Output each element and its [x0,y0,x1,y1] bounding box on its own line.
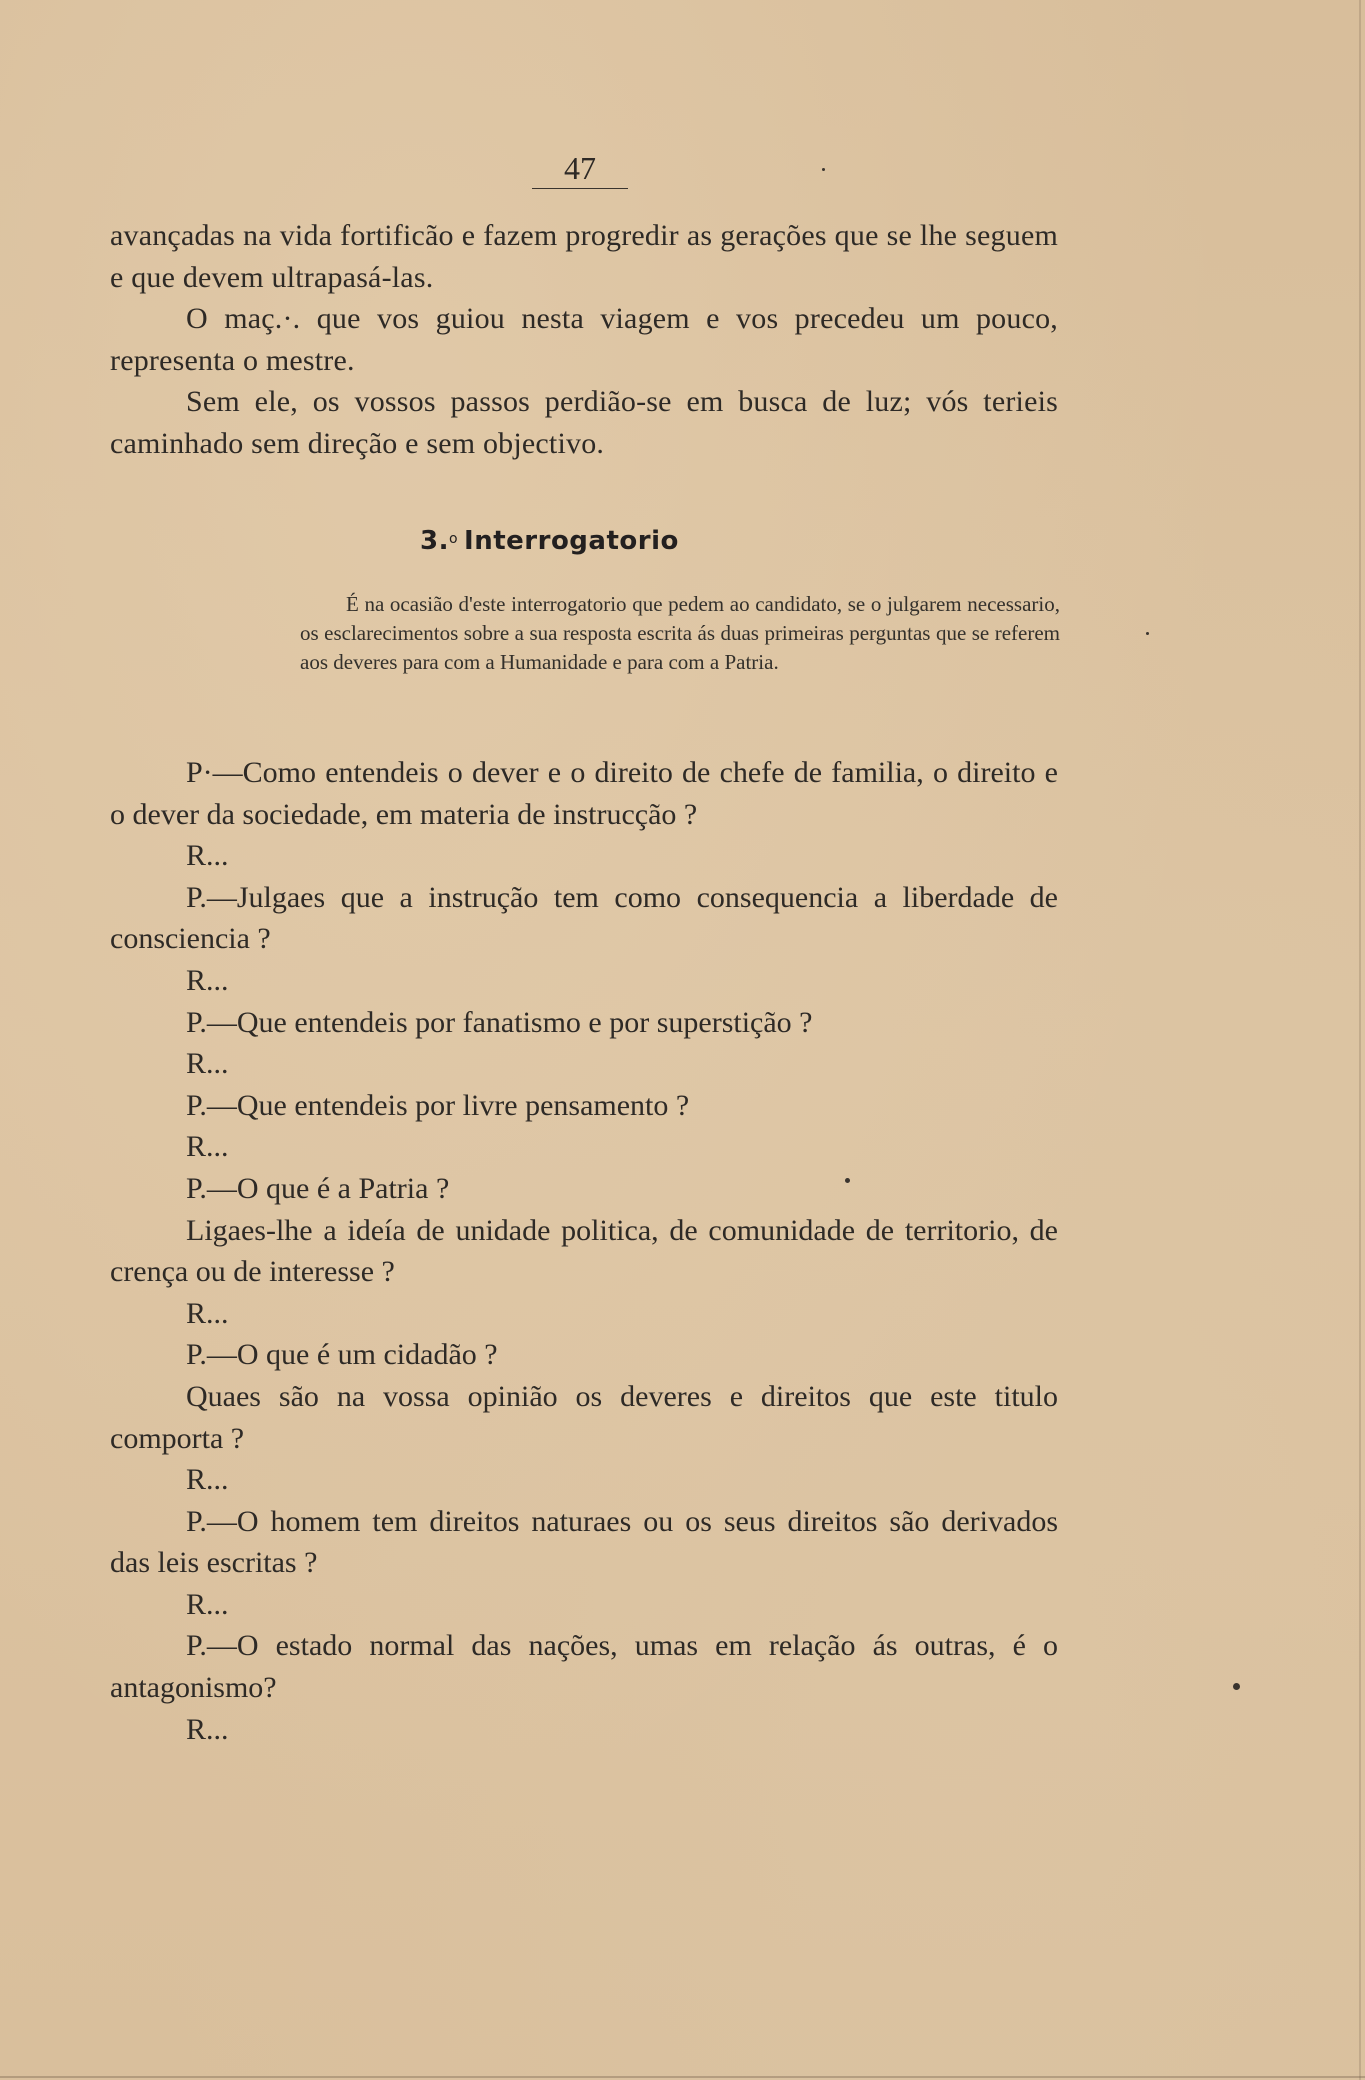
question: P.—Que entendeis por fanatismo e por superstição ? [186,1005,813,1039]
page-edge-right [1359,0,1361,2080]
question: P.—O homem tem direitos naturaes ou os seus direitos são derivados das leis escritas ? [110,1504,1058,1580]
question: P.—O que é um cidadão ? [186,1338,498,1372]
stray-mark [822,168,825,171]
section-note-text: É na ocasião d'este interrogatorio que pedem ao candidato, se o julgarem necessario, os esclarecimentos sobre a sua resposta escrita ás duas primeiras perguntas que se referem aos deveres para com a Humanidade e para com a Patria. [300,592,1060,674]
answer: R... [186,1047,229,1081]
intro-text [110,215,1058,464]
questions-list [110,752,1058,1750]
ordinal-mark: o [448,531,459,547]
section-note [300,590,1060,677]
question: Quaes são na vossa opinião os deveres e direitos que este titulo comporta ? [110,1379,1058,1455]
page-number-rule [532,188,628,189]
answer: R... [186,1463,229,1497]
section-number: 3. [420,526,449,556]
page-edge-bottom [0,2076,1365,2078]
answer: R... [186,1130,229,1164]
intro-paragraph: O maç.·. que vos guiou nesta viagem e vos precedeu um pouco, representa o mestre. [110,302,1058,377]
question: P.—O que é a Patria ? [186,1171,450,1205]
section-title: Interrogatorio [464,526,679,556]
intro-paragraph: Sem ele, os vossos passos perdião-se em busca de luz; vós terieis caminhado sem direção e sem objectivo. [110,385,1058,460]
answer: R... [186,1587,229,1621]
section-heading [420,526,679,556]
answer: R... [186,963,229,997]
answer: R... [186,1296,229,1330]
stray-mark [1233,1683,1240,1690]
answer: R... [186,839,229,873]
question: P.—O estado normal das nações, umas em relação ás outras, é o antagonismo? [110,1629,1058,1705]
page-number: 47 [564,150,596,186]
question: Ligaes-lhe a ideía de unidade politica, de comunidade de territorio, de crença ou de interesse ? [110,1213,1058,1289]
answer: R... [186,1712,229,1746]
intro-paragraph: avançadas na vida fortificão e fazem progredir as gerações que se lhe seguem e que devem ultrapasá-las. [110,219,1058,294]
stray-mark [1146,632,1149,635]
question: P.—Julgaes que a instrução tem como consequencia a liberdade de consciencia ? [110,880,1058,956]
question: P·—Como entendeis o dever e o direito de chefe de familia, o direito e o dever da sociedade, em materia de instrucção ? [110,756,1058,831]
question: P.—Que entendeis por livre pensamento ? [186,1088,690,1122]
